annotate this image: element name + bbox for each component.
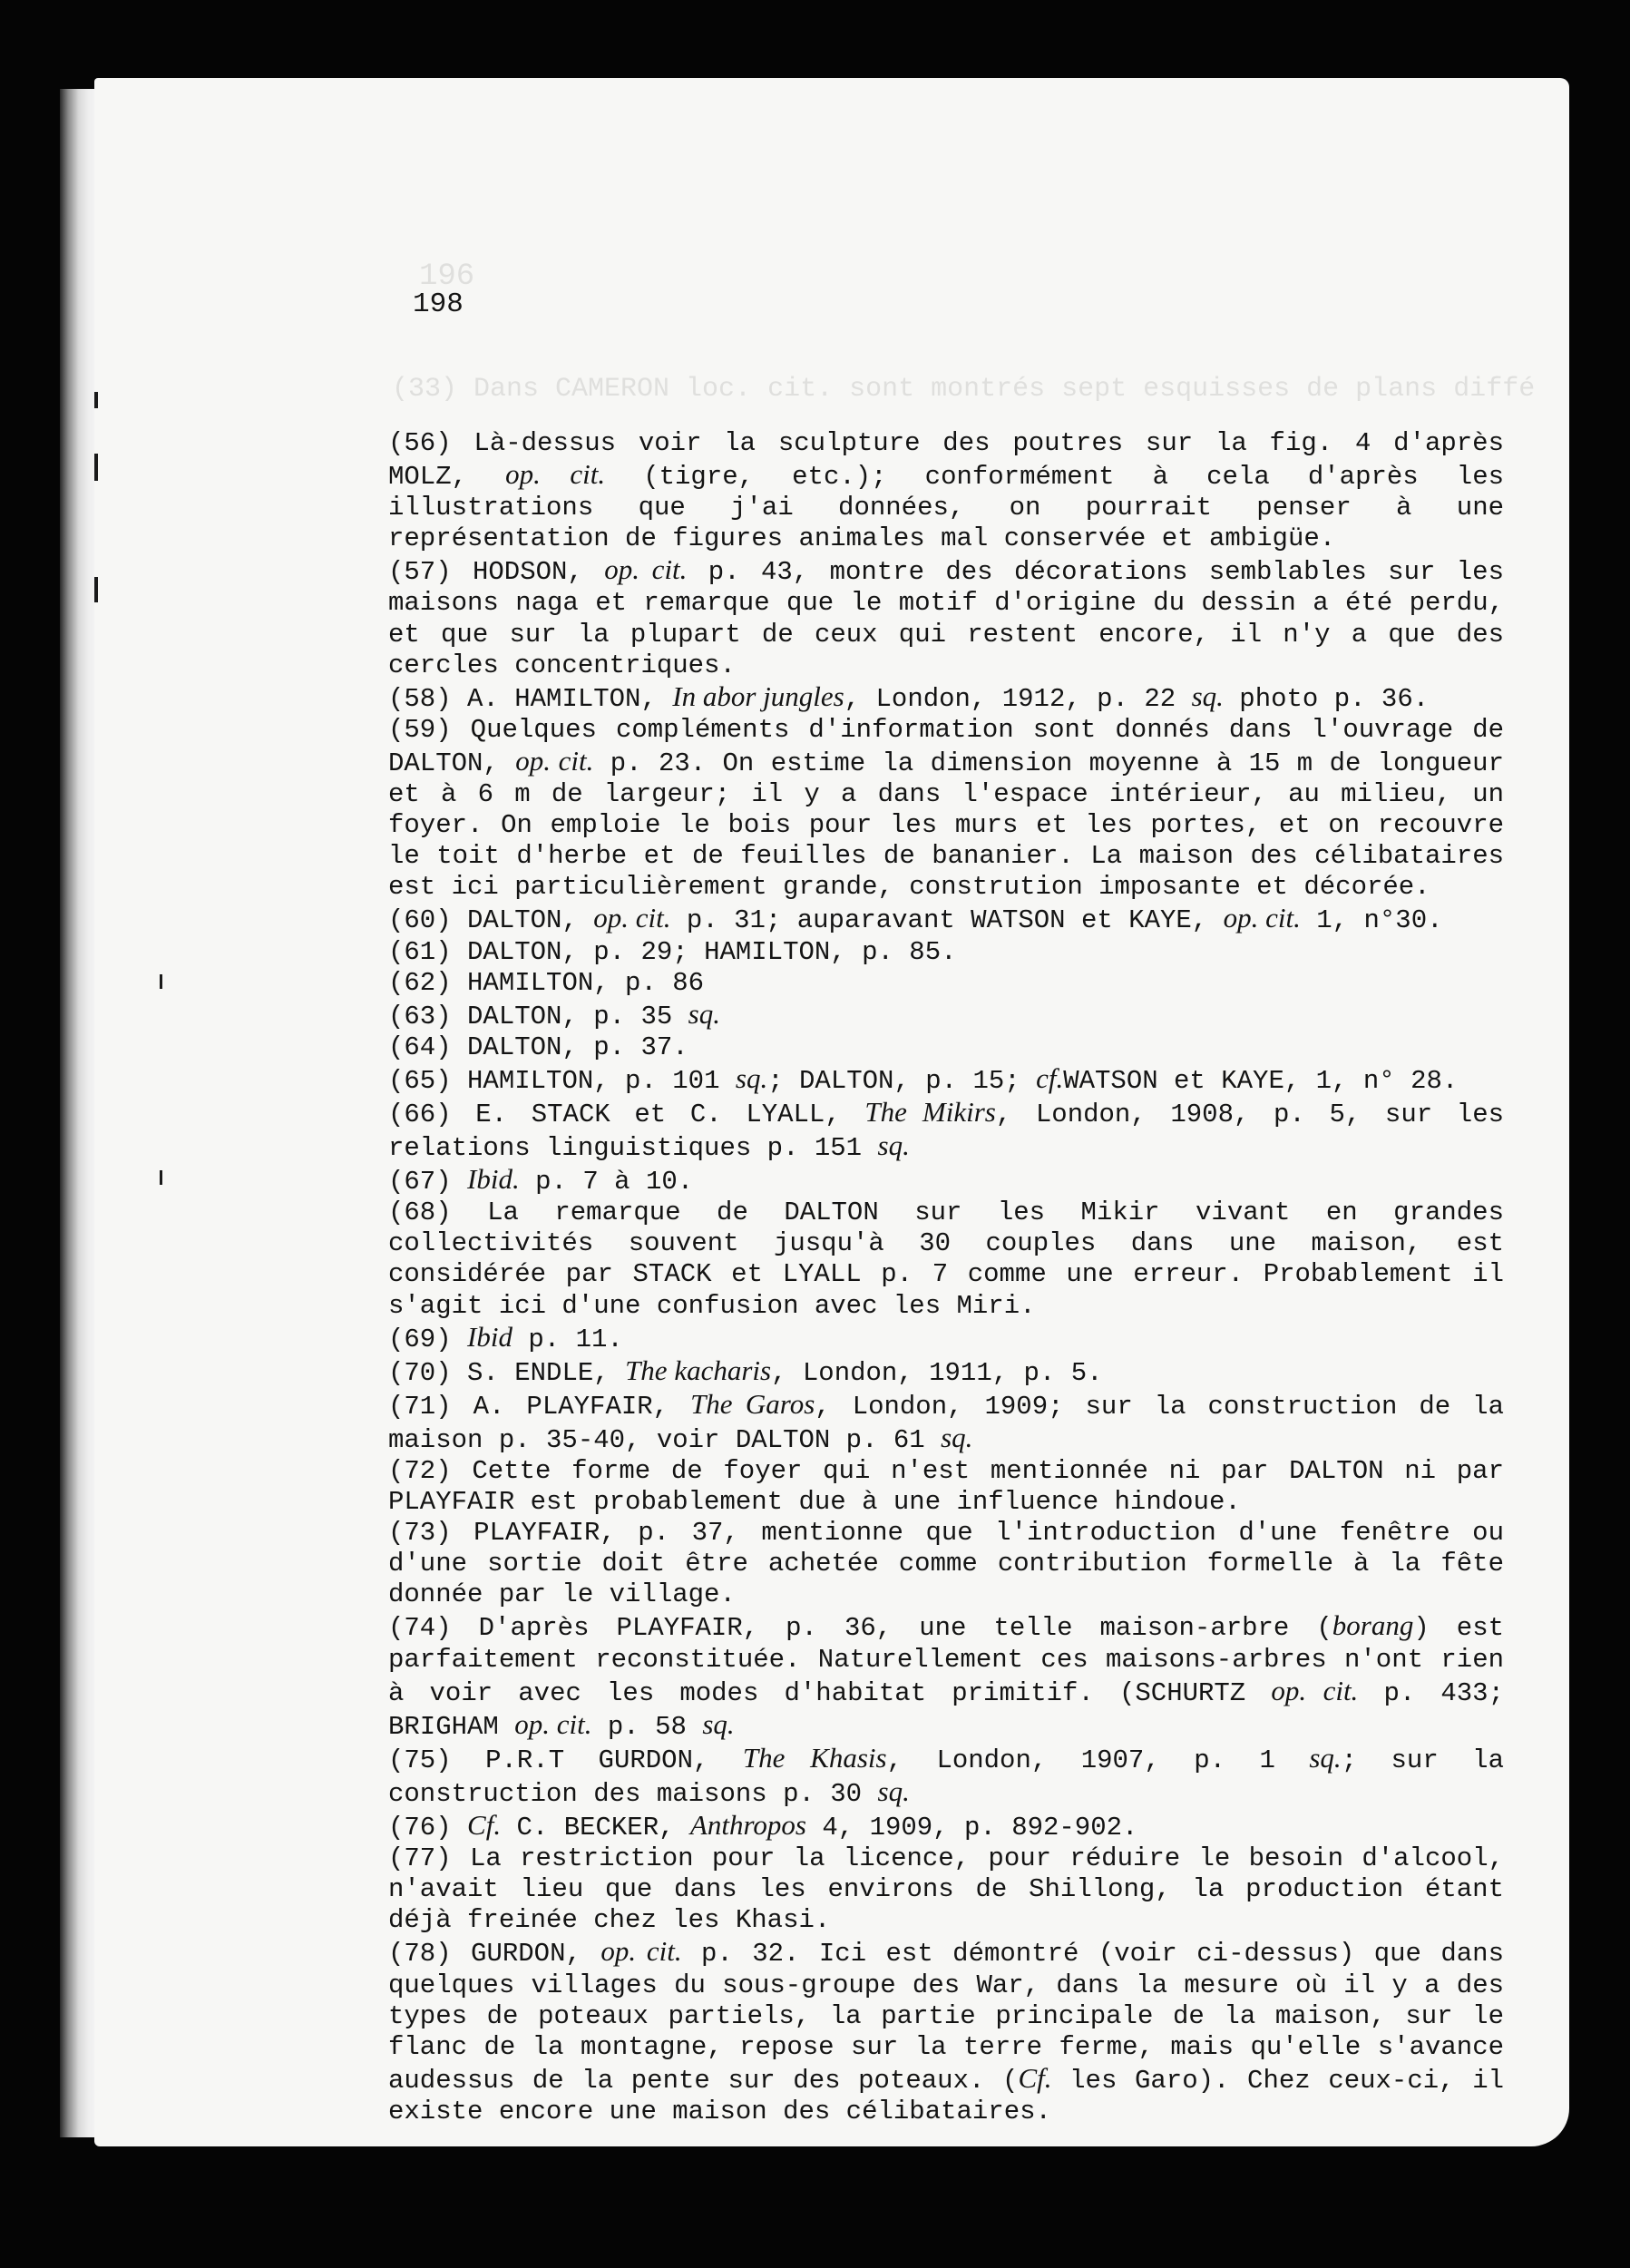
footnote-number: (62) — [388, 967, 452, 998]
footnote — [388, 428, 1504, 554]
bleed-through-page-number: 196 — [419, 259, 475, 294]
footnote-text: p. 32. Ici est démontré (voir ci-dessus) que dans quelques villages du sous-groupe des War, dans la mesure où il y a des types de poteaux partiels, la partie principale de la maison, sur le flanc de la montagne, repose sur la terre ferme, mais qu'elle s'avance audessus de la pente sur des poteaux. ( — [388, 1939, 1504, 2096]
footnote-text: p. 7 à 10. — [519, 1167, 694, 1198]
footnote-text: HODSON, — [451, 557, 605, 588]
footnote — [388, 968, 1504, 999]
footnote-number: (67) — [388, 1167, 452, 1198]
footnote-text: 1, n°30. — [1300, 905, 1443, 936]
footnote-number: (70) — [388, 1357, 452, 1388]
footnote-text: , London, 1912, p. 22 — [844, 683, 1192, 714]
footnote-text: photo p. 36. — [1223, 683, 1430, 714]
footnote — [388, 1810, 1504, 1843]
footnote-italic-text: The Garos — [690, 1387, 815, 1420]
footnote — [388, 1936, 1504, 2127]
footnote-text: D'après PLAYFAIR, p. 36, une telle maison-arbre ( — [451, 1613, 1332, 1644]
footnote-italic-text: sq. — [941, 1421, 973, 1453]
footnote-italic-text: op. cit. — [600, 1935, 682, 1968]
bleed-through-text: (33) Dans CAMERON loc. cit. sont montrés sept esquisses de plans diffé — [392, 374, 1536, 405]
footnote-number: (65) — [388, 1065, 452, 1096]
footnote — [388, 715, 1504, 904]
footnote-text: P.R.T GURDON, — [451, 1745, 743, 1775]
footnote — [388, 1389, 1504, 1456]
footnote-italic-text: The Khasis — [742, 1741, 887, 1774]
footnote-text: ; sur la construction des maisons p. 30 — [388, 1745, 1504, 1809]
footnote-text: , London, 1908, p. 5, sur les relations linguistiques p. 151 — [388, 1099, 1505, 1164]
footnote-italic-text: op. cit. — [505, 458, 606, 491]
footnote — [388, 1063, 1504, 1097]
footnote — [388, 1456, 1504, 1518]
footnote-number: (60) — [388, 905, 452, 936]
footnote-text: La remarque de DALTON sur les Mikir vivant en grandes collectivités souvent jusqu'à 30 couples dans une maison, est considérée par STACK et LYALL p. 7 comme une erreur. Probablement il s'agit ici d'une confusion avec les Miri. — [388, 1198, 1504, 1321]
footnote-number: (74) — [388, 1613, 452, 1644]
footnote-italic-text: sq. — [877, 1774, 910, 1807]
footnote-number: (58) — [388, 683, 452, 714]
footnote-text: p. 11. — [512, 1324, 623, 1354]
footnote-text: PLAYFAIR, p. 37, mentionne que l'introduction d'une fenêtre ou d'une sortie doit être achetée comme contribution formelle à la fête donnée par le village. — [388, 1518, 1504, 1610]
footnote — [388, 1518, 1504, 1610]
footnote-text: E. STACK et C. LYALL, — [451, 1099, 865, 1129]
footnote-italic-text: Ibid. — [467, 1163, 520, 1196]
footnote-italic-text: borang — [1332, 1609, 1414, 1642]
footnote-text: A. HAMILTON, — [451, 683, 673, 714]
footnote — [388, 1843, 1504, 1936]
footnote-text: Cette forme de foyer qui n'est mentionnée ni par DALTON ni par PLAYFAIR est probablement due à une influence hindoue. — [388, 1456, 1504, 1518]
footnote-text: DALTON, p. 35 — [451, 1001, 688, 1031]
footnote-number: (59) — [388, 714, 452, 745]
footnote-italic-text: sq. — [735, 1061, 768, 1094]
footnote-italic-text: sq. — [877, 1129, 910, 1162]
footnote-text: HAMILTON, p. 86 — [451, 967, 705, 998]
footnote-text: DALTON, p. 37. — [451, 1031, 688, 1062]
footnote-text: , London, 1909; sur la construction de la maison p. 35-40, voir DALTON p. 61 — [388, 1391, 1504, 1455]
footnote-number: (56) — [388, 428, 452, 458]
margin-mark — [160, 1170, 162, 1185]
footnote-italic-text: op. cit. — [514, 1707, 592, 1740]
footnote-italic-text: sq. — [1309, 1741, 1342, 1774]
footnote-text: La restriction pour la licence, pour réduire le besoin d'alcool, n'avait lieu que dans les environs de Shillong, la production étant déjà freinée chez les Khasi. — [388, 1843, 1504, 1936]
footnotes-block — [388, 428, 1504, 2127]
footnote-text: p. 433; BRIGHAM — [388, 1677, 1504, 1742]
footnote-text — [452, 1167, 467, 1197]
footnote — [388, 1610, 1504, 1742]
footnote-number: (66) — [388, 1099, 452, 1129]
footnote-italic-text: op. cit. — [604, 553, 688, 586]
footnote-text: HAMILTON, p. 101 — [451, 1065, 736, 1096]
footnote-text — [452, 1813, 467, 1843]
footnote-number: (68) — [388, 1198, 452, 1228]
footnote-text: , London, 1911, p. 5. — [771, 1357, 1103, 1388]
footnote-number: (77) — [388, 1843, 452, 1874]
footnote-text — [452, 1325, 467, 1354]
footnote-italic-text: The Mikirs — [864, 1095, 996, 1128]
footnote-text: DALTON, p. 29; HAMILTON, p. 85. — [451, 936, 957, 967]
footnote — [388, 554, 1504, 680]
footnote-number: (69) — [388, 1324, 452, 1354]
footnote — [388, 903, 1504, 936]
footnote-italic-text: sq. — [1191, 679, 1224, 712]
footnote-text: p. 43, montre des décorations semblables sur les maisons naga et remarque que le motif d'origine du dessin a été perdu, et que sur la plupart de ceux qui restent encore, il n'y a que des cercles concentriques. — [388, 557, 1504, 680]
footnote-italic-text: Cf. — [467, 1809, 502, 1842]
footnote — [388, 1743, 1504, 1810]
footnote-italic-text: In abor jungles — [672, 679, 844, 712]
footnote-text: 4, 1909, p. 892-902. — [805, 1813, 1138, 1843]
footnote-text: p. 23. On estime la dimension moyenne à 15 m de longueur et à 6 m de largeur; il y a dans l'espace intérieur, au milieu, un foyer. On emploie le bois pour les murs et les portes, et on recouvre le toit d'herbe et de feuilles de bananier. La maison des célibataires est ici particulièrement grande, constrution imposante et décorée. — [388, 748, 1504, 903]
footnote-italic-text: sq. — [702, 1707, 735, 1740]
footnote-number: (75) — [388, 1745, 452, 1775]
footnote — [388, 1322, 1504, 1355]
margin-mark — [94, 392, 98, 408]
margin-mark — [160, 974, 162, 989]
footnote-text: , London, 1907, p. 1 — [886, 1745, 1310, 1775]
footnote-number: (76) — [388, 1813, 452, 1843]
footnote-italic-text: op. cit. — [593, 902, 671, 934]
footnote-text: Quelques compléments d'information sont donnés dans l'ouvrage de DALTON, — [388, 714, 1504, 778]
footnote-number: (64) — [388, 1031, 452, 1062]
footnote-text: C. BECKER, — [501, 1813, 690, 1843]
footnote-text: ; DALTON, p. 15; — [767, 1065, 1037, 1096]
footnote-italic-text: op. cit. — [1271, 1674, 1359, 1706]
footnote-number: (73) — [388, 1518, 452, 1549]
footnote-number: (61) — [388, 936, 452, 967]
footnote — [388, 1164, 1504, 1198]
footnote-text: ) est parfaitement reconstituée. Naturellement ces maisons-arbres n'ont rien à voir avec les modes d'habitat primitif. (SCHURTZ — [388, 1613, 1504, 1708]
footnote-text: DALTON, — [451, 905, 594, 936]
footnote-text: WATSON et KAYE, 1, n° 28. — [1063, 1065, 1459, 1096]
footnote-number: (78) — [388, 1939, 452, 1970]
footnote-text: Là-dessus voir la sculpture des poutres sur la fig. 4 d'après MOLZ, — [388, 428, 1504, 493]
footnote-italic-text: cf. — [1036, 1061, 1064, 1094]
footnote-number: (57) — [388, 557, 452, 588]
footnote — [388, 681, 1504, 715]
footnote-italic-text: Cf. — [1018, 2061, 1052, 2094]
footnote-italic-text: The kacharis — [625, 1354, 772, 1386]
footnote-italic-text: Anthropos — [689, 1809, 806, 1842]
footnote — [388, 1032, 1504, 1063]
footnote-italic-text: op. cit. — [1223, 902, 1301, 934]
footnote-italic-text: op. cit. — [515, 744, 594, 777]
footnote-number: (71) — [388, 1391, 452, 1422]
footnote — [388, 937, 1504, 968]
margin-mark — [94, 577, 98, 602]
footnote-text: p. 31; auparavant WATSON et KAYE, — [670, 905, 1224, 936]
footnote-italic-text: Ibid — [467, 1320, 512, 1353]
footnote-number: (63) — [388, 1001, 452, 1031]
footnote-text: S. ENDLE, — [451, 1357, 626, 1388]
footnote — [388, 1097, 1504, 1164]
margin-mark — [94, 454, 98, 481]
footnote — [388, 1198, 1504, 1321]
footnote-text: A. PLAYFAIR, — [451, 1391, 691, 1422]
footnote-text: GURDON, — [451, 1939, 601, 1970]
footnote-number: (72) — [388, 1456, 452, 1486]
page-number: 198 — [413, 288, 464, 320]
footnote-text: p. 58 — [591, 1711, 703, 1742]
footnote — [388, 999, 1504, 1032]
footnote-text: (tigre, etc.); conformément à cela d'après les illustrations que j'ai données, on pourrait penser à une représentation de figures animales mal conservée et ambigüe. — [388, 462, 1504, 554]
footnote-text: les Garo). Chez ceux-ci, il existe encore une maison des célibataires. — [388, 2065, 1504, 2126]
footnote — [388, 1355, 1504, 1389]
footnote-italic-text: sq. — [688, 997, 720, 1030]
